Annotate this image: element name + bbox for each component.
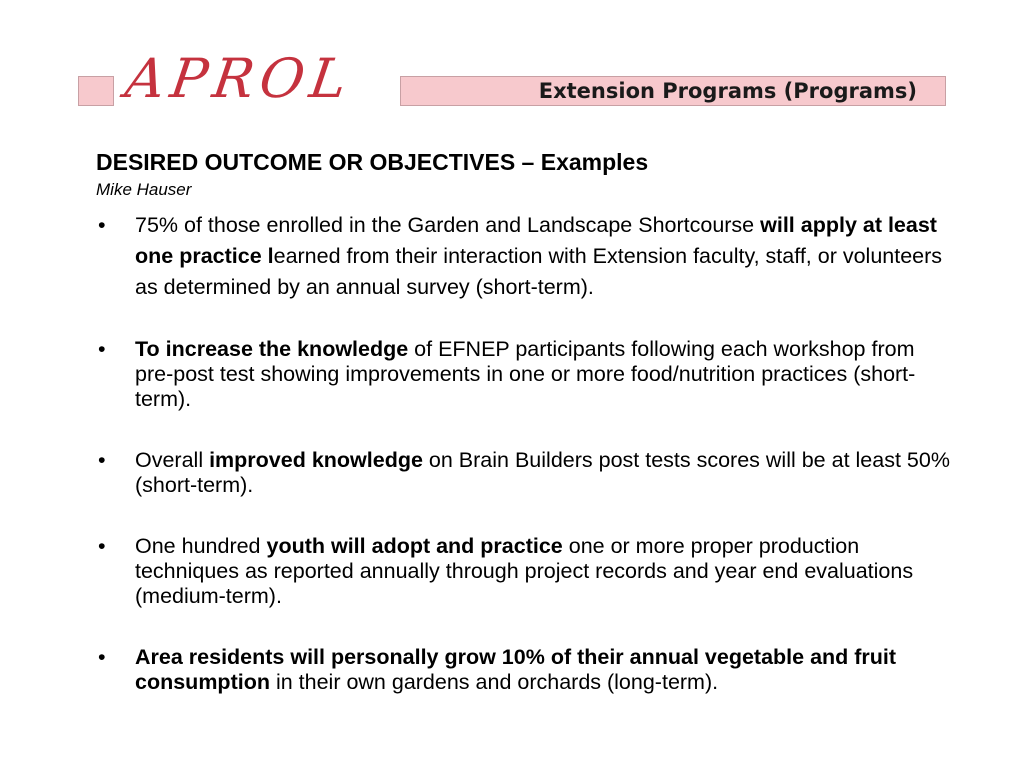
banner: [0, 0, 1024, 130]
bullet-text: on Brain Builders post tests scores will be at least 50% (short-term).: [135, 448, 950, 497]
aprol-logo: APROL: [121, 47, 357, 110]
bullet-marker: •: [98, 448, 106, 472]
bullet-item: [96, 448, 956, 498]
bullet-text: 75% of those enrolled in the Garden and Landscape Shortcourse: [135, 213, 761, 237]
author-name: Mike Hauser: [96, 180, 192, 199]
bullet-marker: •: [98, 645, 106, 669]
banner-subtitle: Extension Programs (Programs): [538, 79, 917, 103]
banner-left-bar: [78, 76, 114, 106]
banner-right-bar: [400, 76, 946, 106]
bullet-marker: •: [98, 213, 106, 237]
bullet-text: Overall: [135, 448, 210, 472]
bullet-text: earned from their interaction with Extension faculty, staff, or volunteers as determined by an annual survey (short-term).: [135, 244, 943, 299]
bullet-item: [96, 337, 956, 412]
bullet-text: One hundred: [135, 534, 267, 558]
bullet-item: [96, 645, 956, 695]
bullet-emphasis: Area residents will personally grow 10% of their annual vegetable and fruit consumption: [135, 645, 897, 694]
bullet-marker: •: [98, 337, 106, 361]
bullet-emphasis: will apply at least one practice l: [135, 213, 937, 268]
bullet-list: [96, 210, 956, 695]
bullet-emphasis: improved knowledge: [209, 448, 423, 472]
bullet-item: [96, 210, 956, 303]
bullet-emphasis: youth will adopt and practice: [266, 534, 563, 558]
bullet-item: [96, 534, 956, 609]
bullet-text: of EFNEP participants following each workshop from pre-post test showing improvements in one or more food/nutrition practices (short-term).: [135, 337, 916, 411]
bullet-marker: •: [98, 534, 106, 558]
bullet-text: one or more proper production techniques as reported annually through project records and year end evaluations (medium-term).: [135, 534, 914, 608]
bullet-text: in their own gardens and orchards (long-term).: [269, 670, 719, 694]
bullet-emphasis: To increase the knowledge: [135, 337, 409, 361]
slide-title: DESIRED OUTCOME OR OBJECTIVES – Examples: [96, 149, 649, 175]
